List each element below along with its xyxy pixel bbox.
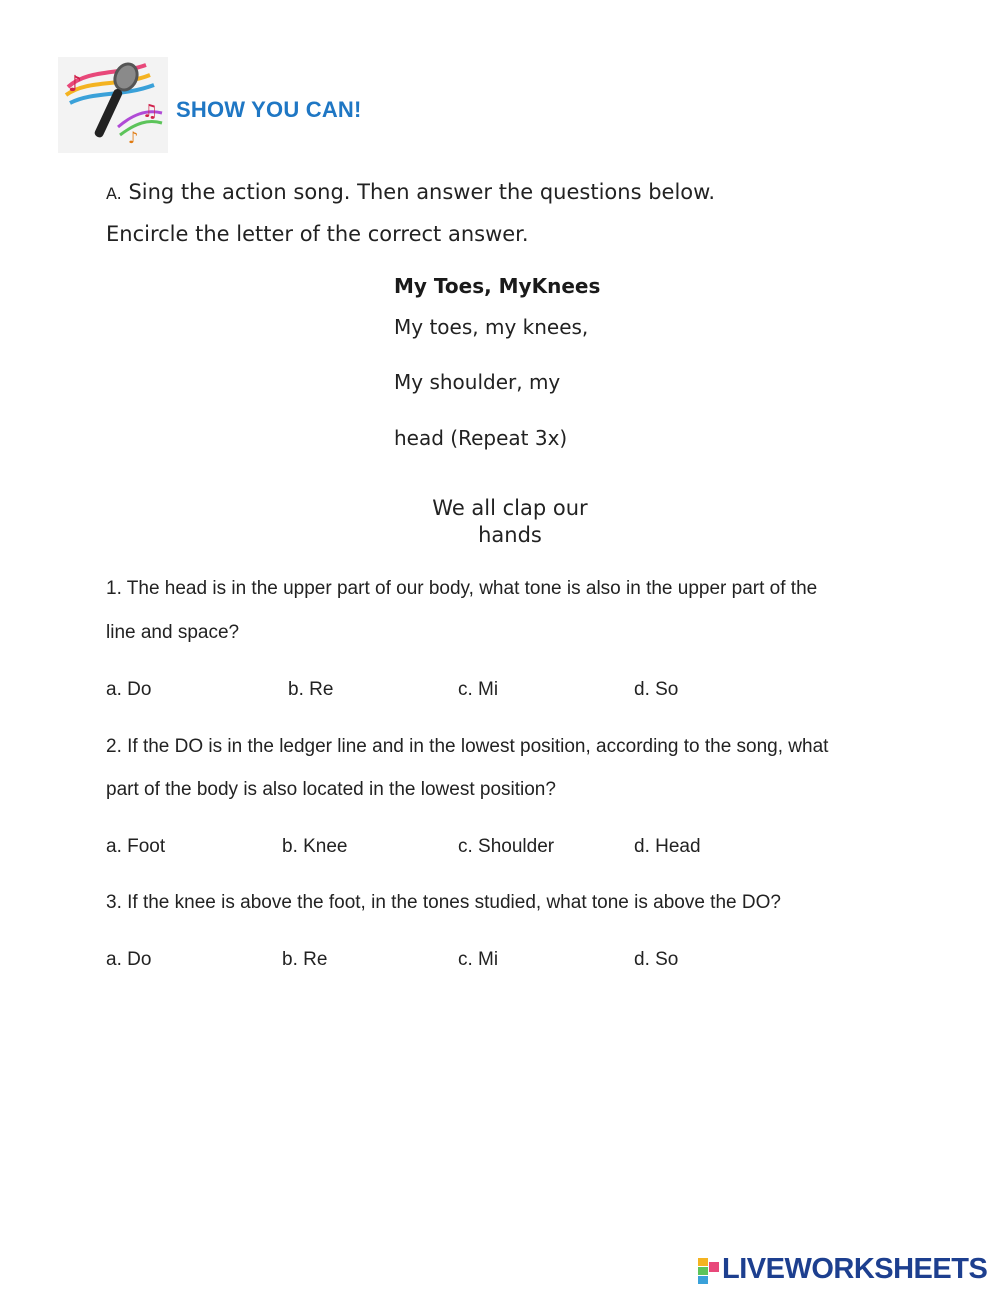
instruction-line-1 (106, 180, 715, 204)
song-line: head (Repeat 3x) (394, 426, 568, 450)
question-2-option-c[interactable]: c. Shoulder (458, 836, 555, 857)
liveworksheets-blocks-icon (698, 1258, 720, 1284)
question-1-option-d[interactable]: d. So (634, 679, 679, 700)
question-2-option-a[interactable]: a. Foot (106, 836, 166, 857)
question-2-text: 2. If the DO is in the ledger line and in the lowest position, according to the song, what (106, 736, 829, 757)
chorus-line: We all clap our (432, 496, 588, 520)
question-1-option-b[interactable]: b. Re (288, 679, 334, 700)
liveworksheets-logo: LIVEWORKSHEETS (722, 1253, 988, 1285)
instruction-text-1: Sing the action song. Then answer the questions below. (128, 180, 716, 204)
question-3-option-a[interactable]: a. Do (106, 949, 152, 970)
question-2-text-cont: part of the body is also located in the lowest position? (106, 779, 556, 800)
question-1-text-cont: line and space? (106, 622, 240, 643)
instruction-line-2: Encircle the letter of the correct answer. (106, 222, 529, 246)
microphone-logo (58, 57, 168, 153)
question-2-option-b[interactable]: b. Knee (282, 836, 348, 857)
question-3-option-d[interactable]: d. So (634, 949, 679, 970)
question-3-option-c[interactable]: c. Mi (458, 949, 499, 970)
song-line: My shoulder, my (394, 370, 561, 394)
chorus-line: hands (478, 523, 542, 547)
question-3-option-b[interactable]: b. Re (282, 949, 328, 970)
question-1-option-c[interactable]: c. Mi (458, 679, 499, 700)
page-title: SHOW YOU CAN! (176, 97, 362, 122)
question-2-option-d[interactable]: d. Head (634, 836, 701, 857)
question-3-text: 3. If the knee is above the foot, in the tones studied, what tone is above the DO? (106, 892, 781, 913)
song-title: My Toes, MyKnees (394, 274, 601, 298)
microphone-icon (58, 57, 168, 153)
song-chorus (410, 495, 610, 549)
svg-text:♪: ♪ (128, 128, 139, 147)
svg-text:♫: ♫ (142, 101, 159, 122)
song-line: My toes, my knees, (394, 315, 589, 339)
svg-text:♪: ♪ (68, 72, 83, 97)
question-1-option-a[interactable]: a. Do (106, 679, 152, 700)
section-letter: A. (106, 184, 122, 203)
question-1-text: 1. The head is in the upper part of our body, what tone is also in the upper part of the (106, 578, 818, 599)
